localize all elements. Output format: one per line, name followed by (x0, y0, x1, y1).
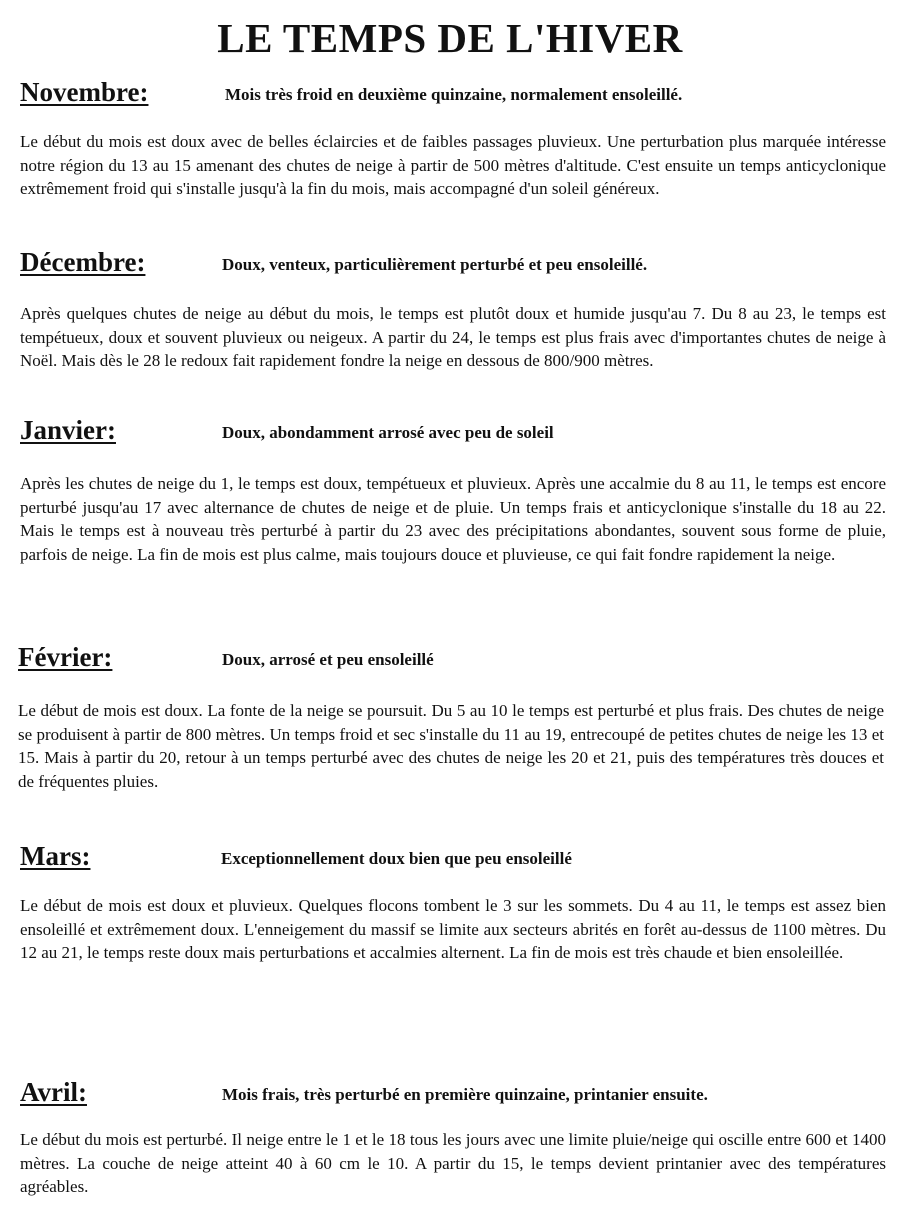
document-title: LE TEMPS DE L'HIVER (217, 15, 683, 61)
month-description: Le début de mois est doux. La fonte de la neige se poursuit. Du 5 au 10 le temps est perturbé et plus frais. Des chutes de neige se produisent à partir de 800 mètres. Un temps froid et sec s'installe du 11 au 19, entrecoupé de petites chutes de neige les 13 et 15. Mais à partir du 20, retour à un temps perturbé avec des chutes de neige les 20 et 21, puis des températures très douces et de fréquentes pluies. (18, 701, 884, 791)
month-heading: Mars: (20, 841, 91, 871)
month-description: Après les chutes de neige du 1, le temps est doux, tempétueux et pluvieux. Après une accalmie du 8 au 11, le temps est encore perturbé jusqu'au 17 avec alternance de chutes de neige et de pluie. Un temps frais et anticyclonique s'installe du 18 au 22. Mais le temps est à nouveau très perturbé à partir du 23 avec des précipitations abondantes, souvent sous forme de pluie, parfois de neige. La fin de mois est plus calme, mais toujours douce et pluvieuse, ce qui fait fondre rapidement la neige. (20, 474, 886, 564)
section-decembre (20, 246, 890, 370)
section-header (18, 641, 888, 675)
month-summary: Mois très froid en deuxième quinzaine, normalement ensoleillé. (225, 85, 683, 104)
month-heading: Avril: (20, 1077, 87, 1107)
month-heading: Décembre: (20, 247, 146, 277)
month-description: Après quelques chutes de neige au début du mois, le temps est plutôt doux et humide jusqu'au 7. Du 8 au 23, le temps est tempétueux, doux et souvent pluvieux ou neigeux. A partir du 24, le temps est plus frais avec d'importantes chutes de neige à Noël. Mais dès le 28 le redoux fait rapidement fondre la neige en dessous de 800/900 mètres. (20, 304, 886, 370)
section-header (20, 414, 890, 448)
month-summary: Doux, venteux, particulièrement perturbé et peu ensoleillé. (222, 255, 648, 274)
section-fevrier (18, 641, 888, 791)
section-header (20, 76, 890, 110)
section-avril (20, 1076, 890, 1196)
section-header (20, 246, 890, 280)
month-heading: Février: (18, 642, 113, 672)
section-header (20, 1076, 890, 1110)
section-mars (20, 840, 890, 962)
month-heading: Janvier: (20, 415, 116, 445)
month-heading: Novembre: (20, 77, 149, 107)
month-description: Le début de mois est doux et pluvieux. Quelques flocons tombent le 3 sur les sommets. Du 4 au 11, le temps est assez bien ensoleillé et extrêmement doux. L'enneigement du massif se limite aux secteurs abrités en forêt au-dessus de 1100 mètres. Du 12 au 21, le temps reste doux mais perturbations et accalmies alternent. La fin de mois est très chaude et bien ensoleillée. (20, 896, 886, 962)
section-header (20, 840, 890, 874)
month-description: Le début du mois est perturbé. Il neige entre le 1 et le 18 tous les jours avec une limite pluie/neige qui oscille entre 600 et 1400 mètres. La couche de neige atteint 40 à 60 cm le 10. A partir du 15, le temps devient printanier avec des températures agréables. (20, 1130, 886, 1196)
section-novembre (20, 76, 890, 198)
section-janvier (20, 414, 890, 564)
month-summary: Doux, abondamment arrosé avec peu de soleil (222, 423, 554, 442)
month-description: Le début du mois est doux avec de belles éclaircies et de faibles passages pluvieux. Une perturbation plus marquée intéresse notre région du 13 au 15 amenant des chutes de neige à partir de 500 mètres d'altitude. C'est ensuite un temps anticyclonique extrêmement froid qui s'installe jusqu'à la fin du mois, mais accompagné d'un soleil généreux. (20, 132, 886, 198)
month-summary: Doux, arrosé et peu ensoleillé (222, 650, 434, 669)
month-summary: Exceptionnellement doux bien que peu ensoleillé (221, 849, 572, 868)
month-summary: Mois frais, très perturbé en première quinzaine, printanier ensuite. (222, 1085, 708, 1104)
